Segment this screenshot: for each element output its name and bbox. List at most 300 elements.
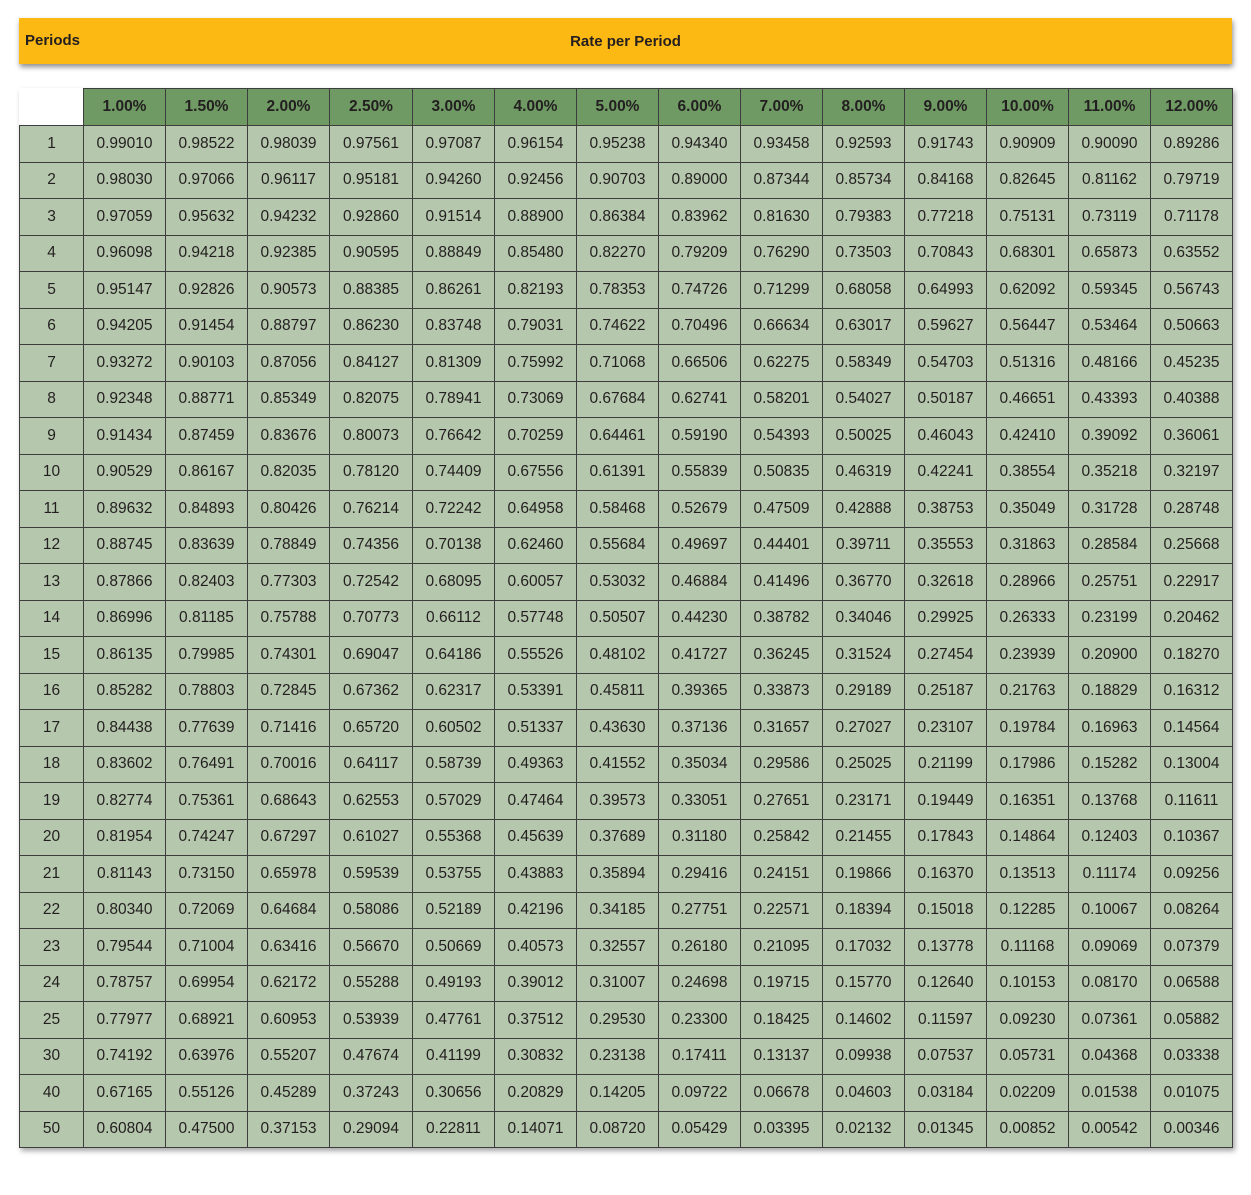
factor-cell: 0.59627 <box>905 308 987 345</box>
factor-cell: 0.97087 <box>413 126 495 163</box>
factor-cell: 0.97561 <box>330 126 413 163</box>
factor-cell: 0.28748 <box>1151 491 1233 528</box>
factor-cell: 0.56743 <box>1151 272 1233 309</box>
factor-cell: 0.08264 <box>1151 892 1233 929</box>
factor-cell: 0.47674 <box>330 1038 413 1075</box>
factor-cell: 0.53939 <box>330 1002 413 1039</box>
factor-cell: 0.35034 <box>659 746 741 783</box>
factor-cell: 0.39365 <box>659 673 741 710</box>
factor-cell: 0.92826 <box>166 272 248 309</box>
factor-cell: 0.55126 <box>166 1075 248 1112</box>
factor-cell: 0.38753 <box>905 491 987 528</box>
factor-cell: 0.24151 <box>741 856 823 893</box>
table-title: Rate per Period <box>570 33 681 50</box>
factor-cell: 0.86135 <box>84 637 166 674</box>
factor-cell: 0.82035 <box>248 454 330 491</box>
corner-cell <box>20 89 84 126</box>
table-row <box>20 892 1233 929</box>
factor-cell: 0.50835 <box>741 454 823 491</box>
factor-cell: 0.74622 <box>577 308 659 345</box>
factor-cell: 0.38554 <box>987 454 1069 491</box>
factor-cell: 0.67297 <box>248 819 330 856</box>
factor-cell: 0.11611 <box>1151 783 1233 820</box>
factor-cell: 0.80073 <box>330 418 413 455</box>
factor-cell: 0.82774 <box>84 783 166 820</box>
factor-cell: 0.76642 <box>413 418 495 455</box>
rate-header: 8.00% <box>823 89 905 126</box>
factor-cell: 0.54393 <box>741 418 823 455</box>
factor-cell: 0.62092 <box>987 272 1069 309</box>
factor-cell: 0.00542 <box>1069 1111 1151 1148</box>
factor-cell: 0.78803 <box>166 673 248 710</box>
factor-cell: 0.85734 <box>823 162 905 199</box>
factor-cell: 0.10067 <box>1069 892 1151 929</box>
factor-cell: 0.77977 <box>84 1002 166 1039</box>
factor-cell: 0.23107 <box>905 710 987 747</box>
factor-cell: 0.93272 <box>84 345 166 382</box>
factor-cell: 0.11597 <box>905 1002 987 1039</box>
factor-cell: 0.94232 <box>248 199 330 236</box>
factor-cell: 0.22571 <box>741 892 823 929</box>
factor-cell: 0.42196 <box>495 892 577 929</box>
period-cell: 25 <box>20 1002 84 1039</box>
factor-cell: 0.64958 <box>495 491 577 528</box>
factor-cell: 0.37512 <box>495 1002 577 1039</box>
factor-cell: 0.54703 <box>905 345 987 382</box>
factor-cell: 0.87866 <box>84 564 166 601</box>
rate-header: 2.50% <box>330 89 413 126</box>
table-row <box>20 381 1233 418</box>
factor-cell: 0.87056 <box>248 345 330 382</box>
factor-cell: 0.66112 <box>413 600 495 637</box>
factor-cell: 0.81162 <box>1069 162 1151 199</box>
factor-cell: 0.95238 <box>577 126 659 163</box>
factor-cell: 0.89000 <box>659 162 741 199</box>
factor-cell: 0.90103 <box>166 345 248 382</box>
factor-cell: 0.18829 <box>1069 673 1151 710</box>
factor-cell: 0.32557 <box>577 929 659 966</box>
rate-header: 6.00% <box>659 89 741 126</box>
factor-cell: 0.59539 <box>330 856 413 893</box>
factor-cell: 0.44230 <box>659 600 741 637</box>
factor-cell: 0.64684 <box>248 892 330 929</box>
factor-cell: 0.13768 <box>1069 783 1151 820</box>
factor-cell: 0.55368 <box>413 819 495 856</box>
factor-cell: 0.74726 <box>659 272 741 309</box>
factor-cell: 0.76214 <box>330 491 413 528</box>
factor-cell: 0.68058 <box>823 272 905 309</box>
rate-header: 1.00% <box>84 89 166 126</box>
factor-cell: 0.27027 <box>823 710 905 747</box>
factor-cell: 0.64186 <box>413 637 495 674</box>
factor-cell: 0.29094 <box>330 1111 413 1148</box>
period-cell: 40 <box>20 1075 84 1112</box>
factor-cell: 0.72542 <box>330 564 413 601</box>
period-cell: 5 <box>20 272 84 309</box>
factor-cell: 0.35894 <box>577 856 659 893</box>
factor-cell: 0.30656 <box>413 1075 495 1112</box>
factor-cell: 0.10367 <box>1151 819 1233 856</box>
factor-cell: 0.62275 <box>741 345 823 382</box>
present-value-table <box>19 88 1233 1148</box>
period-cell: 22 <box>20 892 84 929</box>
factor-cell: 0.15282 <box>1069 746 1151 783</box>
factor-cell: 0.82645 <box>987 162 1069 199</box>
table-row <box>20 1111 1233 1148</box>
factor-cell: 0.39012 <box>495 965 577 1002</box>
table-row <box>20 126 1233 163</box>
factor-cell: 0.91514 <box>413 199 495 236</box>
factor-cell: 0.43393 <box>1069 381 1151 418</box>
factor-cell: 0.60057 <box>495 564 577 601</box>
factor-cell: 0.96098 <box>84 235 166 272</box>
factor-cell: 0.33873 <box>741 673 823 710</box>
factor-cell: 0.64461 <box>577 418 659 455</box>
factor-cell: 0.31180 <box>659 819 741 856</box>
factor-cell: 0.84168 <box>905 162 987 199</box>
factor-cell: 0.39711 <box>823 527 905 564</box>
factor-cell: 0.67556 <box>495 454 577 491</box>
factor-cell: 0.91434 <box>84 418 166 455</box>
period-cell: 17 <box>20 710 84 747</box>
factor-cell: 0.08170 <box>1069 965 1151 1002</box>
factor-cell: 0.12640 <box>905 965 987 1002</box>
factor-cell: 0.62460 <box>495 527 577 564</box>
period-cell: 30 <box>20 1038 84 1075</box>
factor-cell: 0.74356 <box>330 527 413 564</box>
factor-cell: 0.79031 <box>495 308 577 345</box>
factor-cell: 0.14071 <box>495 1111 577 1148</box>
rate-header: 1.50% <box>166 89 248 126</box>
factor-cell: 0.12403 <box>1069 819 1151 856</box>
period-cell: 2 <box>20 162 84 199</box>
factor-cell: 0.90909 <box>987 126 1069 163</box>
factor-cell: 0.45811 <box>577 673 659 710</box>
factor-cell: 0.73069 <box>495 381 577 418</box>
factor-cell: 0.25187 <box>905 673 987 710</box>
factor-cell: 0.04603 <box>823 1075 905 1112</box>
period-cell: 24 <box>20 965 84 1002</box>
factor-cell: 0.79544 <box>84 929 166 966</box>
factor-cell: 0.53464 <box>1069 308 1151 345</box>
factor-cell: 0.27454 <box>905 637 987 674</box>
factor-cell: 0.56447 <box>987 308 1069 345</box>
factor-cell: 0.38782 <box>741 600 823 637</box>
table-row <box>20 272 1233 309</box>
period-cell: 7 <box>20 345 84 382</box>
factor-cell: 0.25668 <box>1151 527 1233 564</box>
factor-cell: 0.08720 <box>577 1111 659 1148</box>
factor-cell: 0.82403 <box>166 564 248 601</box>
factor-cell: 0.62553 <box>330 783 413 820</box>
rate-header: 3.00% <box>413 89 495 126</box>
factor-cell: 0.55684 <box>577 527 659 564</box>
factor-cell: 0.82193 <box>495 272 577 309</box>
factor-cell: 0.91454 <box>166 308 248 345</box>
factor-cell: 0.05882 <box>1151 1002 1233 1039</box>
factor-cell: 0.58201 <box>741 381 823 418</box>
factor-cell: 0.72242 <box>413 491 495 528</box>
factor-cell: 0.92348 <box>84 381 166 418</box>
factor-cell: 0.06588 <box>1151 965 1233 1002</box>
factor-cell: 0.29925 <box>905 600 987 637</box>
factor-cell: 0.71004 <box>166 929 248 966</box>
period-cell: 11 <box>20 491 84 528</box>
table-row <box>20 345 1233 382</box>
factor-cell: 0.23138 <box>577 1038 659 1075</box>
factor-cell: 0.92456 <box>495 162 577 199</box>
factor-cell: 0.74301 <box>248 637 330 674</box>
factor-cell: 0.32618 <box>905 564 987 601</box>
factor-cell: 0.64993 <box>905 272 987 309</box>
factor-cell: 0.13137 <box>741 1038 823 1075</box>
factor-cell: 0.42888 <box>823 491 905 528</box>
factor-cell: 0.01538 <box>1069 1075 1151 1112</box>
factor-cell: 0.00346 <box>1151 1111 1233 1148</box>
factor-cell: 0.54027 <box>823 381 905 418</box>
factor-cell: 0.90529 <box>84 454 166 491</box>
factor-cell: 0.19784 <box>987 710 1069 747</box>
factor-cell: 0.09938 <box>823 1038 905 1075</box>
factor-cell: 0.40573 <box>495 929 577 966</box>
period-cell: 21 <box>20 856 84 893</box>
factor-cell: 0.86384 <box>577 199 659 236</box>
factor-cell: 0.31728 <box>1069 491 1151 528</box>
factor-cell: 0.03395 <box>741 1111 823 1148</box>
factor-cell: 0.73119 <box>1069 199 1151 236</box>
period-cell: 14 <box>20 600 84 637</box>
factor-cell: 0.88771 <box>166 381 248 418</box>
factor-cell: 0.87344 <box>741 162 823 199</box>
factor-cell: 0.14864 <box>987 819 1069 856</box>
factor-cell: 0.35553 <box>905 527 987 564</box>
header-banner <box>19 18 1232 64</box>
factor-cell: 0.19715 <box>741 965 823 1002</box>
table-row <box>20 235 1233 272</box>
table-row <box>20 965 1233 1002</box>
factor-cell: 0.79985 <box>166 637 248 674</box>
factor-cell: 0.94340 <box>659 126 741 163</box>
factor-cell: 0.61391 <box>577 454 659 491</box>
factor-cell: 0.26180 <box>659 929 741 966</box>
factor-cell: 0.74192 <box>84 1038 166 1075</box>
factor-cell: 0.48166 <box>1069 345 1151 382</box>
factor-cell: 0.83676 <box>248 418 330 455</box>
table-row <box>20 929 1233 966</box>
factor-cell: 0.83602 <box>84 746 166 783</box>
period-cell: 4 <box>20 235 84 272</box>
factor-cell: 0.95632 <box>166 199 248 236</box>
factor-cell: 0.98030 <box>84 162 166 199</box>
factor-cell: 0.02132 <box>823 1111 905 1148</box>
factor-cell: 0.21455 <box>823 819 905 856</box>
factor-cell: 0.37136 <box>659 710 741 747</box>
factor-cell: 0.66506 <box>659 345 741 382</box>
factor-cell: 0.09230 <box>987 1002 1069 1039</box>
factor-cell: 0.55288 <box>330 965 413 1002</box>
period-cell: 15 <box>20 637 84 674</box>
rate-header: 2.00% <box>248 89 330 126</box>
factor-cell: 0.55207 <box>248 1038 330 1075</box>
factor-cell: 0.71068 <box>577 345 659 382</box>
factor-cell: 0.88745 <box>84 527 166 564</box>
factor-cell: 0.58739 <box>413 746 495 783</box>
factor-cell: 0.09256 <box>1151 856 1233 893</box>
factor-cell: 0.15018 <box>905 892 987 929</box>
factor-cell: 0.59345 <box>1069 272 1151 309</box>
factor-cell: 0.82270 <box>577 235 659 272</box>
factor-cell: 0.17032 <box>823 929 905 966</box>
factor-cell: 0.45639 <box>495 819 577 856</box>
factor-cell: 0.50669 <box>413 929 495 966</box>
factor-cell: 0.23300 <box>659 1002 741 1039</box>
table-row <box>20 710 1233 747</box>
factor-cell: 0.33051 <box>659 783 741 820</box>
factor-cell: 0.42241 <box>905 454 987 491</box>
factor-cell: 0.14564 <box>1151 710 1233 747</box>
factor-cell: 0.19449 <box>905 783 987 820</box>
factor-cell: 0.81309 <box>413 345 495 382</box>
factor-cell: 0.37243 <box>330 1075 413 1112</box>
factor-cell: 0.47509 <box>741 491 823 528</box>
table-row <box>20 1075 1233 1112</box>
factor-cell: 0.70016 <box>248 746 330 783</box>
factor-cell: 0.58468 <box>577 491 659 528</box>
factor-cell: 0.79209 <box>659 235 741 272</box>
factor-cell: 0.09722 <box>659 1075 741 1112</box>
factor-cell: 0.94218 <box>166 235 248 272</box>
factor-cell: 0.53391 <box>495 673 577 710</box>
factor-cell: 0.95147 <box>84 272 166 309</box>
factor-cell: 0.68095 <box>413 564 495 601</box>
factor-cell: 0.01345 <box>905 1111 987 1148</box>
factor-cell: 0.68301 <box>987 235 1069 272</box>
factor-cell: 0.81143 <box>84 856 166 893</box>
factor-cell: 0.85480 <box>495 235 577 272</box>
factor-cell: 0.86996 <box>84 600 166 637</box>
table-row <box>20 1002 1233 1039</box>
factor-cell: 0.97059 <box>84 199 166 236</box>
factor-cell: 0.11174 <box>1069 856 1151 893</box>
factor-cell: 0.92860 <box>330 199 413 236</box>
factor-cell: 0.77218 <box>905 199 987 236</box>
factor-cell: 0.66634 <box>741 308 823 345</box>
factor-cell: 0.90090 <box>1069 126 1151 163</box>
factor-cell: 0.02209 <box>987 1075 1069 1112</box>
factor-cell: 0.41727 <box>659 637 741 674</box>
factor-cell: 0.71416 <box>248 710 330 747</box>
factor-cell: 0.35049 <box>987 491 1069 528</box>
factor-cell: 0.34046 <box>823 600 905 637</box>
factor-cell: 0.85282 <box>84 673 166 710</box>
table-row <box>20 491 1233 528</box>
factor-cell: 0.87459 <box>166 418 248 455</box>
factor-cell: 0.81185 <box>166 600 248 637</box>
factor-cell: 0.27651 <box>741 783 823 820</box>
factor-cell: 0.01075 <box>1151 1075 1233 1112</box>
factor-cell: 0.29586 <box>741 746 823 783</box>
factor-cell: 0.88849 <box>413 235 495 272</box>
factor-cell: 0.28584 <box>1069 527 1151 564</box>
table-row <box>20 564 1233 601</box>
factor-cell: 0.56670 <box>330 929 413 966</box>
factor-cell: 0.20900 <box>1069 637 1151 674</box>
table-row <box>20 418 1233 455</box>
factor-cell: 0.29530 <box>577 1002 659 1039</box>
factor-cell: 0.32197 <box>1151 454 1233 491</box>
factor-cell: 0.76491 <box>166 746 248 783</box>
factor-cell: 0.22811 <box>413 1111 495 1148</box>
factor-cell: 0.09069 <box>1069 929 1151 966</box>
factor-cell: 0.65873 <box>1069 235 1151 272</box>
factor-cell: 0.44401 <box>741 527 823 564</box>
factor-cell: 0.98039 <box>248 126 330 163</box>
period-cell: 19 <box>20 783 84 820</box>
factor-cell: 0.03184 <box>905 1075 987 1112</box>
factor-cell: 0.47500 <box>166 1111 248 1148</box>
header-row <box>20 89 1233 126</box>
factor-cell: 0.62317 <box>413 673 495 710</box>
factor-cell: 0.70773 <box>330 600 413 637</box>
factor-cell: 0.45235 <box>1151 345 1233 382</box>
table-row <box>20 1038 1233 1075</box>
factor-cell: 0.78757 <box>84 965 166 1002</box>
factor-cell: 0.67165 <box>84 1075 166 1112</box>
period-cell: 13 <box>20 564 84 601</box>
factor-cell: 0.46319 <box>823 454 905 491</box>
factor-cell: 0.65978 <box>248 856 330 893</box>
factor-cell: 0.63976 <box>166 1038 248 1075</box>
factor-cell: 0.22917 <box>1151 564 1233 601</box>
factor-cell: 0.72069 <box>166 892 248 929</box>
factor-cell: 0.63552 <box>1151 235 1233 272</box>
factor-cell: 0.36245 <box>741 637 823 674</box>
factor-cell: 0.46651 <box>987 381 1069 418</box>
factor-cell: 0.84893 <box>166 491 248 528</box>
factor-cell: 0.21199 <box>905 746 987 783</box>
factor-cell: 0.83748 <box>413 308 495 345</box>
factor-cell: 0.75131 <box>987 199 1069 236</box>
factor-cell: 0.20462 <box>1151 600 1233 637</box>
factor-cell: 0.17843 <box>905 819 987 856</box>
factor-cell: 0.53032 <box>577 564 659 601</box>
rate-header: 7.00% <box>741 89 823 126</box>
factor-cell: 0.94205 <box>84 308 166 345</box>
factor-cell: 0.67684 <box>577 381 659 418</box>
factor-cell: 0.70843 <box>905 235 987 272</box>
factor-cell: 0.20829 <box>495 1075 577 1112</box>
factor-cell: 0.49697 <box>659 527 741 564</box>
factor-cell: 0.50663 <box>1151 308 1233 345</box>
factor-cell: 0.48102 <box>577 637 659 674</box>
factor-cell: 0.86261 <box>413 272 495 309</box>
factor-cell: 0.53755 <box>413 856 495 893</box>
factor-cell: 0.58086 <box>330 892 413 929</box>
factor-cell: 0.14205 <box>577 1075 659 1112</box>
factor-cell: 0.36061 <box>1151 418 1233 455</box>
rate-header: 9.00% <box>905 89 987 126</box>
table-row <box>20 527 1233 564</box>
factor-cell: 0.68921 <box>166 1002 248 1039</box>
factor-cell: 0.79719 <box>1151 162 1233 199</box>
factor-cell: 0.83962 <box>659 199 741 236</box>
factor-cell: 0.72845 <box>248 673 330 710</box>
factor-cell: 0.65720 <box>330 710 413 747</box>
factor-cell: 0.78849 <box>248 527 330 564</box>
factor-cell: 0.88797 <box>248 308 330 345</box>
factor-cell: 0.50187 <box>905 381 987 418</box>
factor-cell: 0.62172 <box>248 965 330 1002</box>
